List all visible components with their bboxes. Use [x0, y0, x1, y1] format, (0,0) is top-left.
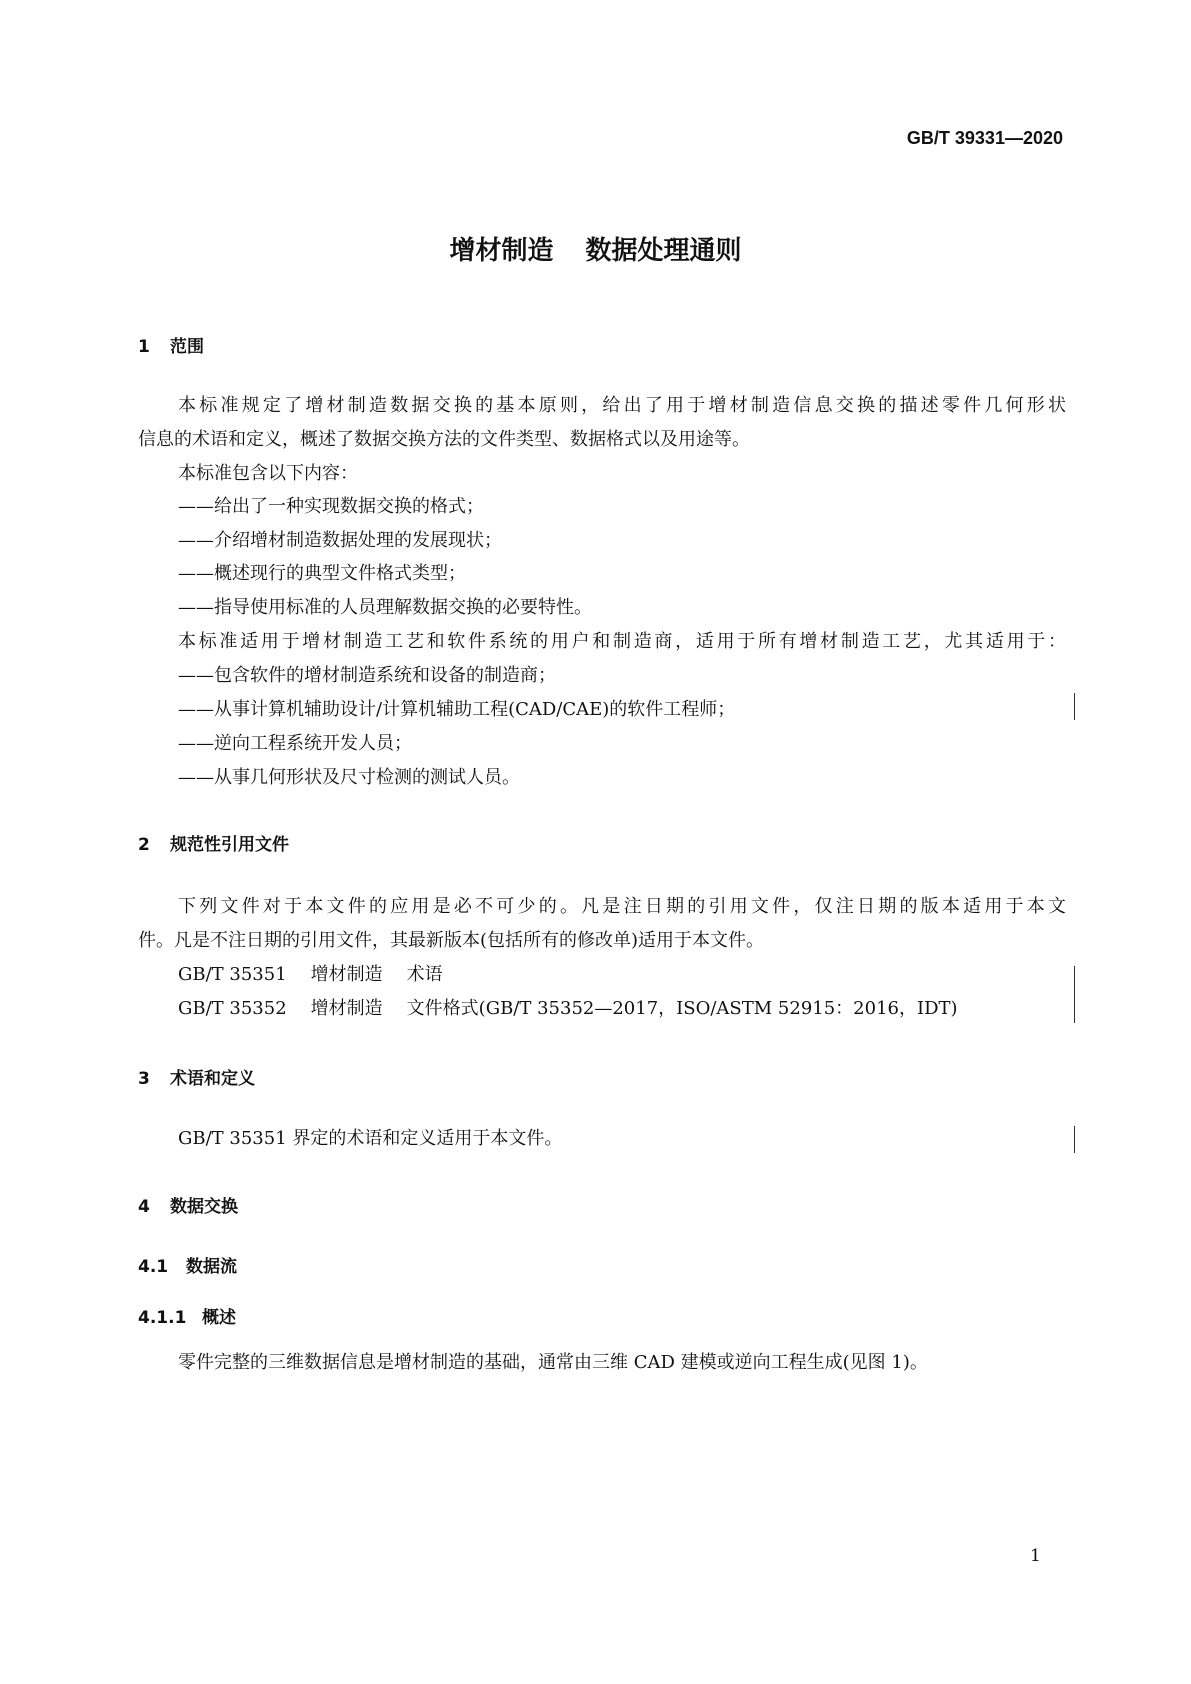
section-number: 4: [138, 1197, 150, 1217]
normative-para-line2: 件。凡是不注日期的引用文件，其最新版本(包括所有的修改单)适用于本文件。: [138, 930, 765, 951]
section-number: 2: [138, 835, 150, 855]
section-4-1-1-heading: [138, 1303, 236, 1328]
change-bar: [1074, 693, 1075, 720]
reference-subtitle: 术语: [406, 964, 443, 985]
section-title: 规范性引用文件: [170, 835, 289, 855]
scope-para-line1: 本标准规定了增材制造数据交换的基本原则，给出了用于增材制造信息交换的描述零件几何形状: [178, 395, 1066, 416]
page-title: [0, 230, 1191, 267]
reference-name: 增材制造: [310, 998, 383, 1019]
overview-para: 零件完整的三维数据信息是增材制造的基础，通常由三维 CAD 建模或逆向工程生成(见图 1)。: [178, 1352, 928, 1373]
section-number: 3: [138, 1069, 150, 1089]
scope-para-line2: 信息的术语和定义，概述了数据交换方法的文件类型、数据格式以及用途等。: [138, 429, 750, 450]
contents-intro: 本标准包含以下内容：: [178, 463, 358, 484]
section-title: 概述: [202, 1308, 236, 1328]
list-item: ——给出了一种实现数据交换的格式；: [178, 496, 484, 517]
applies-intro: 本标准适用于增材制造工艺和软件系统的用户和制造商，适用于所有增材制造工艺，尤其适用于：: [178, 631, 1066, 652]
reference-item: [178, 964, 443, 986]
section-1-heading: [138, 332, 204, 357]
reference-code: GB/T 35351: [178, 964, 287, 985]
change-bar: [1074, 966, 1075, 1023]
section-title: 数据流: [186, 1257, 237, 1277]
section-title: 数据交换: [170, 1197, 238, 1217]
list-item: ——从事计算机辅助设计/计算机辅助工程(CAD/CAE)的软件工程师；: [178, 699, 736, 720]
list-item: ——概述现行的典型文件格式类型；: [178, 563, 466, 584]
section-2-heading: [138, 830, 289, 855]
section-number: 4.1: [138, 1257, 169, 1277]
reference-code: GB/T 35352: [178, 998, 287, 1019]
change-bar: [1074, 1126, 1075, 1153]
section-number: 4.1.1: [138, 1308, 187, 1328]
terms-para: GB/T 35351 界定的术语和定义适用于本文件。: [178, 1128, 563, 1149]
list-item: ——指导使用标准的人员理解数据交换的必要特性。: [178, 597, 592, 618]
title-part2: 数据处理通则: [585, 236, 742, 266]
reference-subtitle: 文件格式(GB/T 35352—2017，ISO/ASTM 52915：2016，IDT): [406, 998, 958, 1019]
list-item: ——介绍增材制造数据处理的发展现状；: [178, 530, 502, 551]
section-4-1-heading: [138, 1252, 237, 1277]
section-4-heading: [138, 1192, 238, 1217]
section-title: 范围: [170, 337, 204, 357]
section-title: 术语和定义: [170, 1069, 255, 1089]
doc-number: GB/T 39331—2020: [906, 128, 1063, 148]
reference-name: 增材制造: [310, 964, 383, 985]
title-part1: 增材制造: [449, 236, 554, 266]
normative-para-line1: 下列文件对于本文件的应用是必不可少的。凡是注日期的引用文件，仅注日期的版本适用于本文: [178, 896, 1066, 917]
reference-item: [178, 998, 958, 1020]
list-item: ——从事几何形状及尺寸检测的测试人员。: [178, 767, 520, 788]
page-number: 1: [1030, 1546, 1041, 1566]
list-item: ——逆向工程系统开发人员；: [178, 733, 412, 754]
list-item: ——包含软件的增材制造系统和设备的制造商；: [178, 665, 556, 686]
section-number: 1: [138, 337, 150, 357]
section-3-heading: [138, 1064, 255, 1089]
